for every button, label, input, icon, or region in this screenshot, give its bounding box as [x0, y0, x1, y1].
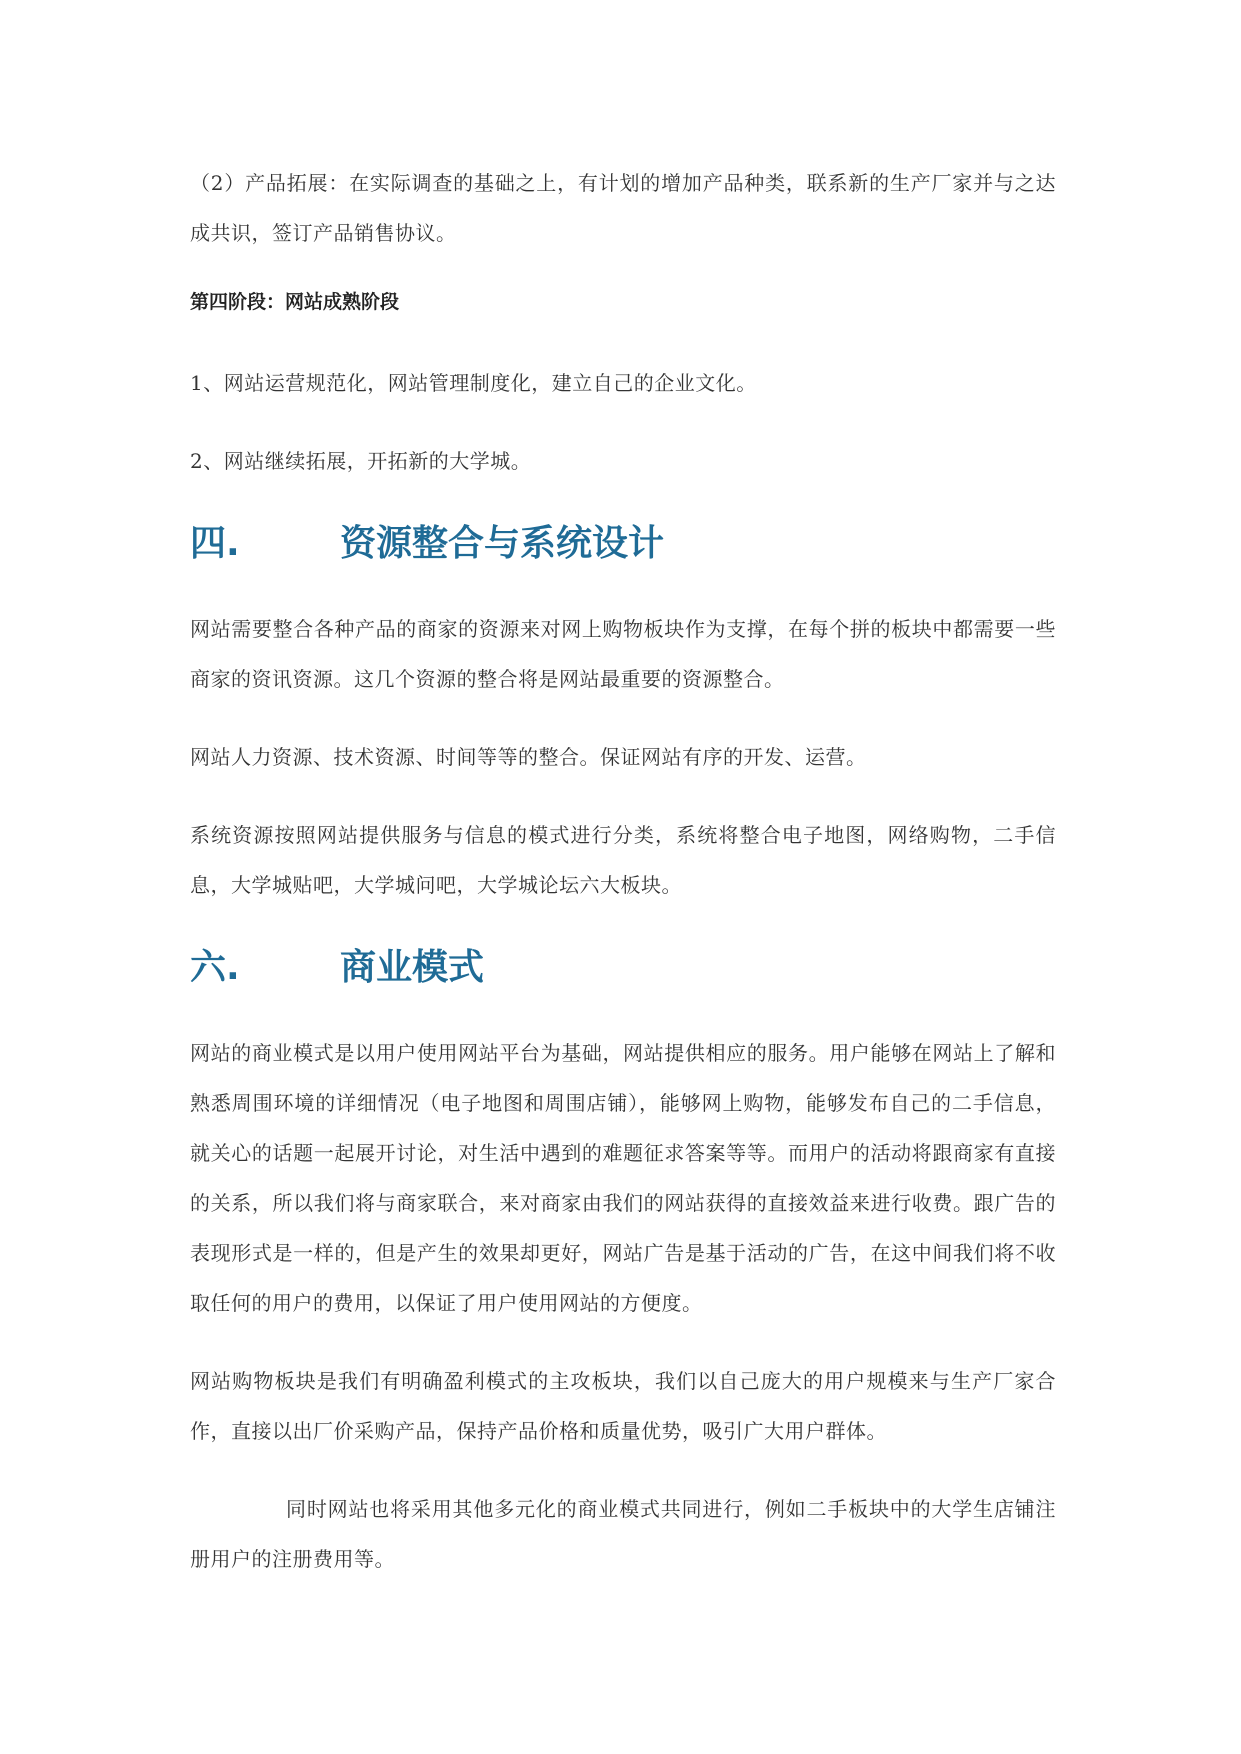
stage4-heading: 第四阶段：网站成熟阶段 — [190, 291, 400, 313]
section-title: 商业模式 — [340, 947, 485, 988]
stage4-item-1: 1、网站运营规范化，网站管理制度化，建立自己的企业文化。 — [190, 371, 757, 395]
section4-paragraph-3: 系统资源按照网站提供服务与信息的模式进行分类，系统将整合电子地图，网络购物，二手信息，大学城贴吧，大学城问吧，大学城论坛六大板块。 — [190, 823, 1056, 897]
section-number: 四. — [190, 523, 240, 564]
section4-paragraph-2: 网站人力资源、技术资源、时间等等的整合。保证网站有序的开发、运营。 — [190, 745, 867, 769]
section-heading-4 — [190, 514, 1056, 574]
section6-paragraph-2: 网站购物板块是我们有明确盈利模式的主攻板块，我们以自己庞大的用户规模来与生产厂家合作，直接以出厂价采购产品，保持产品价格和质量优势，吸引广大用户群体。 — [190, 1369, 1056, 1443]
paragraph-product-expansion: （2）产品拓展：在实际调查的基础之上，有计划的增加产品种类，联系新的生产厂家并与之达成共识，签订产品销售协议。 — [190, 171, 1056, 245]
section6-paragraph-3: 同时网站也将采用其他多元化的商业模式共同进行，例如二手板块中的大学生店铺注册用户的注册费用等。 — [190, 1497, 1056, 1571]
section-heading-6 — [190, 938, 1056, 998]
section6-paragraph-1: 网站的商业模式是以用户使用网站平台为基础，网站提供相应的服务。用户能够在网站上了解和熟悉周围环境的详细情况（电子地图和周围店铺），能够网上购物，能够发布自己的二手信息，就关心的话题一起展开讨论，对生活中遇到的难题征求答案等等。而用户的活动将跟商家有直接的关系，所以我们将与商家联合，来对商家由我们的网站获得的直接效益来进行收费。跟广告的表现形式是一样的，但是产生的效果却更好，网站广告是基于活动的广告，在这中间我们将不收取任何的用户的费用，以保证了用户使用网站的方便度。 — [190, 1041, 1056, 1315]
section4-paragraph-1: 网站需要整合各种产品的商家的资源来对网上购物板块作为支撑，在每个拼的板块中都需要一些商家的资讯资源。这几个资源的整合将是网站最重要的资源整合。 — [190, 617, 1056, 691]
document-page — [190, 158, 1056, 1612]
stage4-item-2: 2、网站继续拓展，开拓新的大学城。 — [190, 449, 532, 473]
section-number: 六. — [190, 947, 240, 988]
section-title: 资源整合与系统设计 — [340, 523, 665, 564]
